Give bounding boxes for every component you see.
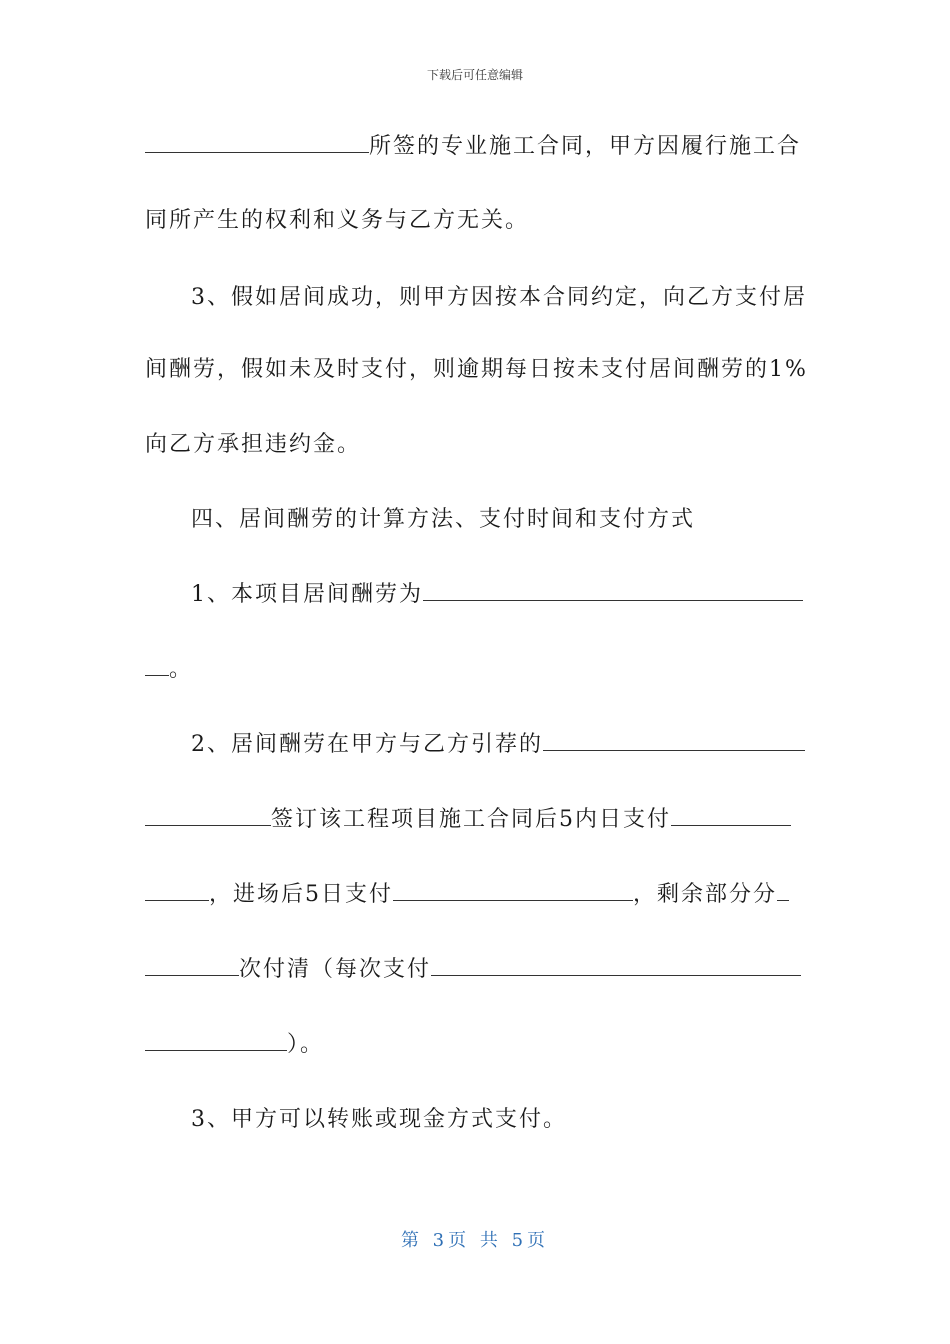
- blank-underline: [423, 580, 803, 601]
- line-text: ）。: [287, 1032, 325, 1057]
- line-text: 所签的专业施工合同，甲方因履行施工合: [369, 134, 802, 159]
- line-text: ，剩余部分分: [633, 882, 778, 907]
- text-line: [145, 132, 801, 162]
- page-footer: 第 3页 共 5页: [400, 1230, 550, 1251]
- blank-underline: [145, 655, 169, 676]
- page-header: 下载后可任意编辑: [426, 68, 523, 82]
- line-text: 签订该工程项目施工合同后5内日支付: [271, 807, 671, 832]
- line-text: 次付清（每次支付: [239, 957, 432, 982]
- text-line: [191, 580, 803, 610]
- blank-underline: [777, 880, 789, 901]
- blank-underline: [145, 132, 369, 153]
- text-line: [145, 880, 789, 910]
- blank-underline: [431, 955, 801, 976]
- blank-underline: [145, 805, 271, 826]
- text-line: 向乙方承担违约金。: [145, 432, 362, 457]
- text-line: 间酬劳，假如未及时支付，则逾期每日按未支付居间酬劳的1%: [145, 357, 808, 382]
- line-text: ，进场后5日支付: [209, 882, 393, 907]
- text-line: [145, 655, 193, 685]
- text-line: [191, 730, 805, 760]
- line-text: 1、本项目居间酬劳为: [191, 582, 423, 607]
- line-text: 2、居间酬劳在甲方与乙方引荐的: [191, 732, 543, 757]
- text-line: 3、假如居间成功，则甲方因按本合同约定，向乙方支付居: [191, 285, 807, 310]
- blank-underline: [543, 730, 805, 751]
- section-heading: 四、居间酬劳的计算方法、支付时间和支付方式: [191, 507, 696, 532]
- blank-underline: [145, 1030, 287, 1051]
- blank-underline: [393, 880, 633, 901]
- text-line: [145, 955, 801, 985]
- line-text: 。: [169, 657, 194, 682]
- blank-underline: [145, 955, 239, 976]
- text-line: 3、甲方可以转账或现金方式支付。: [191, 1107, 567, 1132]
- blank-underline: [671, 805, 791, 826]
- text-line: [145, 1030, 324, 1060]
- blank-underline: [145, 880, 209, 901]
- text-line: 同所产生的权利和义务与乙方无关。: [145, 208, 530, 233]
- text-line: [145, 805, 791, 835]
